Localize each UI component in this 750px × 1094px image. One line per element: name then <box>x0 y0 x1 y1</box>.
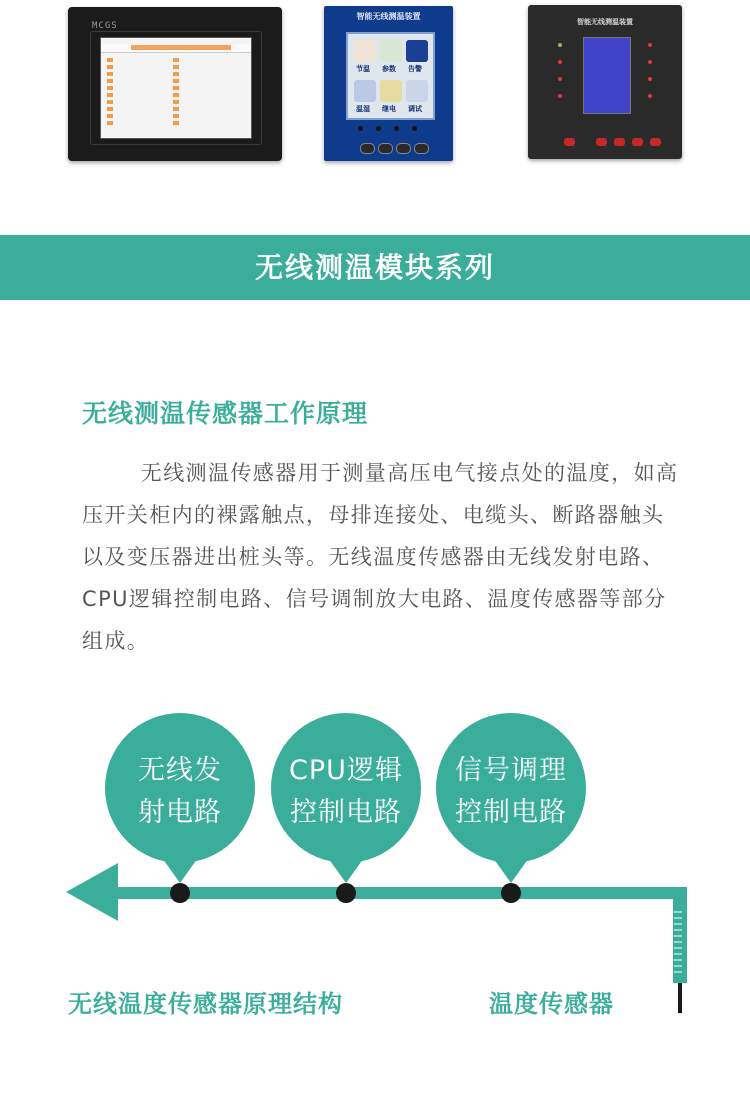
indicator-led <box>558 43 562 47</box>
device-button <box>632 138 643 146</box>
arrow-head-icon <box>66 863 118 921</box>
temperature-monitor-device-image <box>324 6 453 161</box>
humidity-icon <box>354 80 376 102</box>
warning-icon <box>406 40 428 62</box>
indicator-led <box>358 126 363 131</box>
settings-icon <box>380 40 402 62</box>
indicator-led <box>558 60 562 64</box>
sensor-structure-diagram <box>0 700 750 1030</box>
device-button <box>564 138 575 146</box>
node-dot <box>501 883 521 903</box>
device-title: 智能无线测温装置 <box>577 18 633 26</box>
signal-line <box>110 887 687 899</box>
indicator-led <box>648 43 652 47</box>
device-button <box>614 138 625 146</box>
product-images-strip <box>0 0 750 175</box>
indicator-led <box>558 94 562 98</box>
thermometer-icon <box>354 40 376 62</box>
indicator-led <box>648 77 652 81</box>
diagram-caption-sensor: 温度传感器 <box>489 990 614 1018</box>
device-button <box>596 138 607 146</box>
relay-icon <box>380 80 402 102</box>
diagram-caption-structure: 无线温度传感器原理结构 <box>68 990 343 1018</box>
indicator-led <box>412 126 417 131</box>
bubble-pointer <box>491 855 531 883</box>
debug-icon <box>406 80 428 102</box>
device-button <box>414 143 429 154</box>
device-screen: 节温 参数 告警 温湿 继电 调试 <box>346 32 435 120</box>
bubble-wireless-transmit: 无线发 射电路 <box>138 755 222 828</box>
wireless-temperature-device-image <box>528 5 682 159</box>
indicator-led <box>648 60 652 64</box>
device-title: 智能无线测温装置 <box>356 12 421 21</box>
section-title: 无线测温传感器工作原理 <box>82 399 369 428</box>
device-lcd-screen <box>583 37 631 114</box>
banner-title: 无线测温模块系列 <box>254 251 495 284</box>
sensor-probe <box>673 887 687 983</box>
node-dot <box>336 883 356 903</box>
device-button <box>378 143 393 154</box>
bubble-signal-conditioning: 信号调理 控制电路 <box>455 755 567 828</box>
device-button <box>360 143 375 154</box>
indicator-led <box>558 77 562 81</box>
node-dot <box>170 883 190 903</box>
indicator-led <box>376 126 381 131</box>
probe-wire <box>678 983 682 1013</box>
device-button <box>650 138 661 146</box>
bubble-cpu-logic: CPU逻辑 控制电路 <box>289 755 403 828</box>
indicator-led <box>394 126 399 131</box>
device-brand-label: MCGS <box>92 21 118 31</box>
section-paragraph: 无线测温传感器用于测量高压电气接点处的温度，如高压开关柜内的裸露触点，母排连接处、电缆头、断路器触头以及变压器进出桩头等。无线温度传感器由无线发射电路、CPU逻辑控制电路、信号调制放大电路、温度传感器等部分组成。 <box>82 461 679 653</box>
device-screen <box>100 37 252 139</box>
bubble-pointer <box>326 855 366 883</box>
device-button <box>396 143 411 154</box>
indicator-led <box>648 94 652 98</box>
series-banner <box>0 235 750 300</box>
bubble-pointer <box>160 855 200 883</box>
touchscreen-panel-image <box>68 7 282 161</box>
